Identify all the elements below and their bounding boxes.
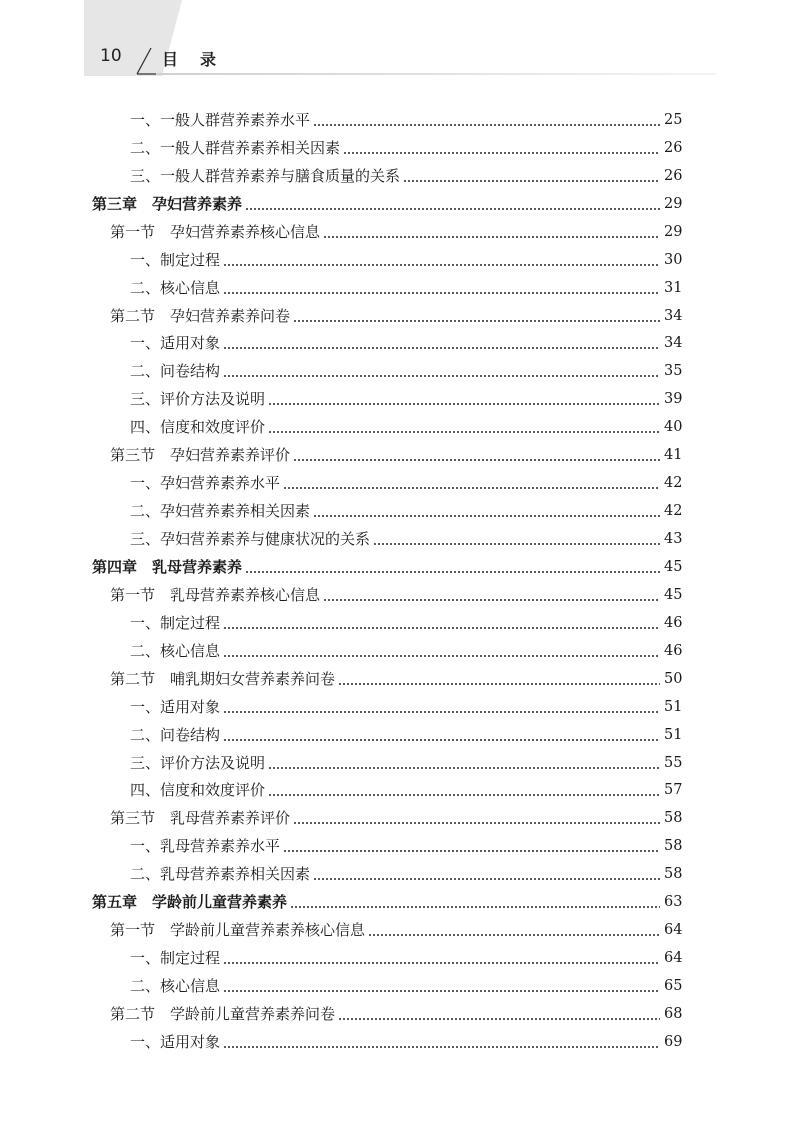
toc-subsection[interactable] bbox=[0, 637, 800, 665]
toc-entry-label: 三、一般人群营养素养与膳食质量的关系 bbox=[130, 166, 401, 185]
dot-leader bbox=[223, 711, 660, 713]
toc-entry-label: 一、制定过程 bbox=[130, 250, 221, 269]
toc-entry-page: 68 bbox=[664, 1005, 683, 1022]
toc-subsection[interactable] bbox=[0, 693, 800, 721]
toc-entry-label: 一、适用对象 bbox=[130, 1032, 221, 1051]
toc-entry-label: 一、乳母营养素养水平 bbox=[130, 837, 281, 856]
toc-subsection[interactable] bbox=[0, 106, 800, 134]
toc-subsection[interactable] bbox=[0, 972, 800, 1000]
toc-entry-label: 第三节 孕妇营养素养评价 bbox=[110, 446, 291, 465]
dot-leader bbox=[313, 124, 660, 126]
toc-entry-page: 45 bbox=[664, 558, 683, 575]
toc-subsection[interactable] bbox=[0, 721, 800, 749]
toc-subsection[interactable] bbox=[0, 609, 800, 637]
toc-subsection[interactable] bbox=[0, 1028, 800, 1056]
toc-entry-page: 30 bbox=[664, 251, 683, 268]
toc-entry-label: 三、评价方法及说明 bbox=[130, 390, 266, 409]
toc-entry-page: 29 bbox=[664, 223, 683, 240]
toc-entry-page: 57 bbox=[664, 782, 683, 799]
dot-leader bbox=[223, 347, 660, 349]
section-title: 目录 bbox=[162, 50, 239, 69]
dot-leader bbox=[373, 543, 660, 545]
toc-subsection[interactable] bbox=[0, 860, 800, 888]
toc-entry-label: 一、制定过程 bbox=[130, 613, 221, 632]
toc-entry-label: 第一节 孕妇营养素养核心信息 bbox=[110, 222, 321, 241]
toc-entry-label: 四、信度和效度评价 bbox=[130, 781, 266, 800]
dot-leader bbox=[343, 152, 660, 154]
dot-leader bbox=[313, 515, 660, 517]
toc-entry-label: 一、适用对象 bbox=[130, 334, 221, 353]
dot-leader bbox=[268, 403, 660, 405]
toc-chapter[interactable] bbox=[0, 553, 800, 581]
toc-entry-label: 第三章 孕妇营养素养 bbox=[92, 194, 243, 213]
dot-leader bbox=[268, 767, 660, 769]
toc-subsection[interactable] bbox=[0, 385, 800, 413]
toc-section[interactable] bbox=[0, 665, 800, 693]
header-rule bbox=[156, 73, 716, 75]
toc-entry-page: 42 bbox=[664, 503, 683, 520]
dot-leader bbox=[283, 850, 660, 852]
dot-leader bbox=[293, 822, 660, 824]
toc-entry-label: 二、核心信息 bbox=[130, 641, 221, 660]
dot-leader bbox=[223, 292, 660, 294]
toc-entry-label: 二、核心信息 bbox=[130, 977, 221, 996]
toc-section[interactable] bbox=[0, 441, 800, 469]
toc-subsection[interactable] bbox=[0, 777, 800, 805]
dot-leader bbox=[283, 487, 660, 489]
toc-entry-page: 26 bbox=[664, 167, 683, 184]
toc-entry-label: 第二节 孕妇营养素养问卷 bbox=[110, 306, 291, 325]
toc-entry-label: 二、孕妇营养素养相关因素 bbox=[130, 502, 311, 521]
toc-entry-label: 二、问卷结构 bbox=[130, 362, 221, 381]
toc-entry-page: 43 bbox=[664, 531, 683, 548]
dot-leader bbox=[368, 934, 660, 936]
dot-leader bbox=[245, 571, 660, 573]
dot-leader bbox=[268, 794, 660, 796]
toc-section[interactable] bbox=[0, 218, 800, 246]
toc-subsection[interactable] bbox=[0, 357, 800, 385]
toc-entry-page: 58 bbox=[664, 866, 683, 883]
toc-entry-page: 40 bbox=[664, 419, 683, 436]
toc-section[interactable] bbox=[0, 302, 800, 330]
toc-entry-label: 三、评价方法及说明 bbox=[130, 753, 266, 772]
toc-entry-page: 58 bbox=[664, 838, 683, 855]
toc-chapter[interactable] bbox=[0, 190, 800, 218]
toc-subsection[interactable] bbox=[0, 944, 800, 972]
toc-subsection[interactable] bbox=[0, 246, 800, 274]
toc-entry-label: 四、信度和效度评价 bbox=[130, 418, 266, 437]
toc-entry-label: 一、孕妇营养素养水平 bbox=[130, 474, 281, 493]
toc-chapter[interactable] bbox=[0, 888, 800, 916]
toc-entry-label: 第一节 乳母营养素养核心信息 bbox=[110, 585, 321, 604]
toc-entry-page: 45 bbox=[664, 586, 683, 603]
toc-entry-page: 69 bbox=[664, 1033, 683, 1050]
toc-subsection[interactable] bbox=[0, 134, 800, 162]
dot-leader bbox=[245, 208, 660, 210]
toc-subsection[interactable] bbox=[0, 413, 800, 441]
dot-leader bbox=[223, 1046, 660, 1048]
toc-entry-page: 51 bbox=[664, 698, 683, 715]
toc-entry-label: 一、制定过程 bbox=[130, 949, 221, 968]
dot-leader bbox=[268, 431, 660, 433]
header-slash-divider bbox=[133, 46, 157, 78]
dot-leader bbox=[223, 739, 660, 741]
toc-entry-page: 46 bbox=[664, 614, 683, 631]
dot-leader bbox=[323, 599, 660, 601]
toc-subsection[interactable] bbox=[0, 330, 800, 358]
toc-entry-page: 42 bbox=[664, 475, 683, 492]
toc-section[interactable] bbox=[0, 1000, 800, 1028]
dot-leader bbox=[338, 683, 660, 685]
toc-section[interactable] bbox=[0, 916, 800, 944]
toc-entry-page: 35 bbox=[664, 363, 683, 380]
toc-entry-label: 第二节 哺乳期妇女营养素养问卷 bbox=[110, 669, 336, 688]
dot-leader bbox=[223, 264, 660, 266]
toc-entry-page: 31 bbox=[664, 279, 683, 296]
toc-entry-page: 41 bbox=[664, 447, 683, 464]
toc-subsection[interactable] bbox=[0, 497, 800, 525]
toc-entry-label: 二、核心信息 bbox=[130, 278, 221, 297]
toc-entry-page: 34 bbox=[664, 307, 683, 324]
toc-subsection[interactable] bbox=[0, 832, 800, 860]
toc-entry-page: 65 bbox=[664, 978, 683, 995]
toc-entry-label: 第一节 学龄前儿童营养素养核心信息 bbox=[110, 921, 366, 940]
toc-entry-page: 64 bbox=[664, 950, 683, 967]
toc-entry-page: 46 bbox=[664, 642, 683, 659]
toc-entry-label: 第二节 学龄前儿童营养素养问卷 bbox=[110, 1004, 336, 1023]
dot-leader bbox=[223, 627, 660, 629]
toc-entry-label: 第三节 乳母营养素养评价 bbox=[110, 809, 291, 828]
toc-entry-page: 51 bbox=[664, 726, 683, 743]
dot-leader bbox=[223, 655, 660, 657]
toc-entry-label: 三、孕妇营养素养与健康状况的关系 bbox=[130, 530, 371, 549]
toc-entry-page: 63 bbox=[664, 894, 683, 911]
dot-leader bbox=[313, 878, 660, 880]
toc-entry-page: 50 bbox=[664, 670, 683, 687]
page-number: 10 bbox=[100, 46, 122, 66]
toc-subsection[interactable] bbox=[0, 274, 800, 302]
dot-leader bbox=[293, 320, 660, 322]
toc-subsection[interactable] bbox=[0, 525, 800, 553]
table-of-contents bbox=[0, 106, 800, 1056]
toc-section[interactable] bbox=[0, 581, 800, 609]
dot-leader bbox=[223, 990, 660, 992]
toc-entry-label: 一、一般人群营养素养水平 bbox=[130, 110, 311, 129]
toc-entry-page: 29 bbox=[664, 195, 683, 212]
toc-entry-page: 55 bbox=[664, 754, 683, 771]
toc-entry-label: 第五章 学龄前儿童营养素养 bbox=[92, 893, 288, 912]
toc-entry-page: 64 bbox=[664, 922, 683, 939]
toc-entry-page: 25 bbox=[664, 111, 683, 128]
toc-entry-page: 39 bbox=[664, 391, 683, 408]
toc-entry-label: 二、乳母营养素养相关因素 bbox=[130, 865, 311, 884]
toc-entry-label: 二、一般人群营养素养相关因素 bbox=[130, 138, 341, 157]
toc-entry-label: 第四章 乳母营养素养 bbox=[92, 557, 243, 576]
toc-subsection[interactable] bbox=[0, 749, 800, 777]
toc-entry-label: 二、问卷结构 bbox=[130, 725, 221, 744]
toc-subsection[interactable] bbox=[0, 162, 800, 190]
dot-leader bbox=[403, 180, 660, 182]
dot-leader bbox=[290, 906, 660, 908]
dot-leader bbox=[323, 236, 660, 238]
toc-entry-page: 26 bbox=[664, 139, 683, 156]
toc-entry-page: 34 bbox=[664, 335, 683, 352]
dot-leader bbox=[338, 1018, 660, 1020]
dot-leader bbox=[223, 375, 660, 377]
toc-entry-label: 一、适用对象 bbox=[130, 697, 221, 716]
toc-subsection[interactable] bbox=[0, 469, 800, 497]
toc-section[interactable] bbox=[0, 804, 800, 832]
toc-entry-page: 58 bbox=[664, 810, 683, 827]
dot-leader bbox=[293, 459, 660, 461]
dot-leader bbox=[223, 962, 660, 964]
